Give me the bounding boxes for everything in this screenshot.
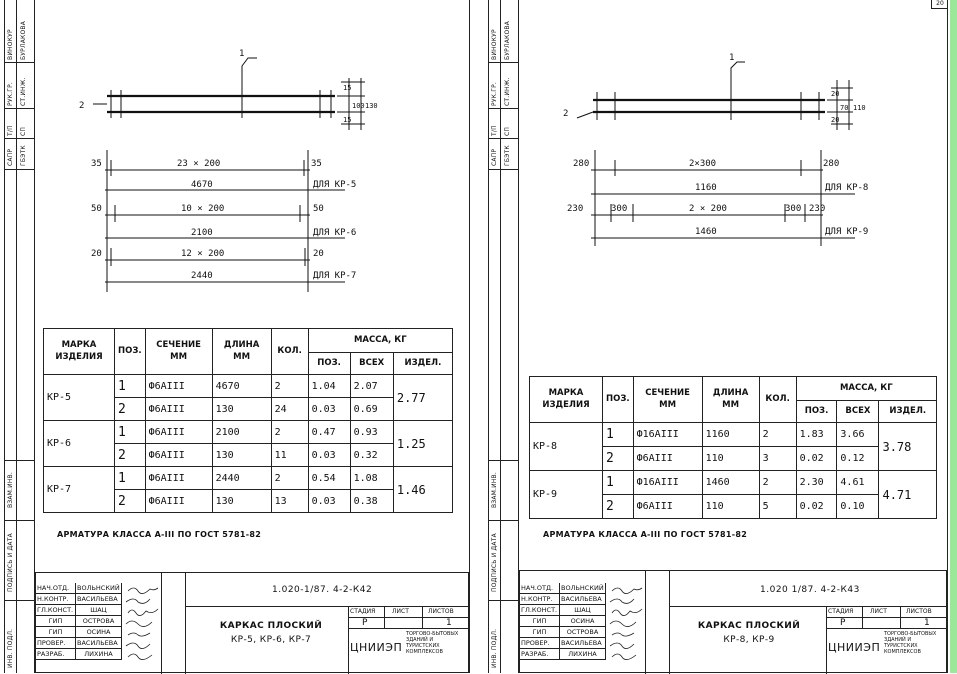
col-pos: ПОЗ. — [115, 329, 146, 375]
stage-header: СТАДИЯ — [828, 608, 854, 615]
dim-label: ДЛЯ КР-5 — [313, 180, 357, 190]
table-row: КР-7 1 Ф6АIII 2440 2 0.54 1.08 1.46 — [44, 467, 453, 490]
side-label: САПР — [7, 148, 14, 166]
table-row: 2 Ф6АIII 110 5 0.02 0.10 — [530, 495, 937, 519]
side-label: БУРЛАКОВА — [504, 20, 511, 60]
stage-value: Р — [362, 618, 368, 628]
drawing-code: 1.020 1/87. 4-2-К43 — [760, 585, 860, 595]
dim-label: 50 — [91, 204, 102, 214]
dim-label: ДЛЯ КР-9 — [825, 227, 869, 237]
org-name: ЦНИИЭП — [828, 641, 881, 654]
side-label: Т/П — [491, 125, 498, 136]
col-mass-item: ИЗДЕЛ. — [879, 401, 937, 423]
side-label: ВЗАМ.ИНВ. — [7, 472, 14, 508]
frame-drawing-kr8-9 — [519, 0, 947, 250]
col-section: СЕЧЕНИЕ ММ — [633, 377, 702, 423]
sheet-left — [4, 0, 470, 673]
dim-label: 23 × 200 — [177, 159, 221, 169]
dim-label: 300 — [785, 204, 802, 214]
col-mass: МАССА, КГ — [796, 377, 936, 401]
side-stamp — [489, 0, 519, 673]
dim-label: 15 — [343, 84, 352, 92]
mark-cell: КР-5 — [44, 375, 115, 421]
rebar-note: АРМАТУРА КЛАССА А-III ПО ГОСТ 5781-82 — [543, 530, 748, 539]
col-mass: МАССА, КГ — [308, 329, 452, 353]
dim-label: 4670 — [191, 180, 213, 190]
title-block: НАЧ.ОТД. ВОЛЬНСКИЙ Н.КОНТР. ВАСИЛЬЕВА ГЛ.КОНСТ. ШАЦ ГИП ОСИНА ГИП ОСТРОВА ПРОВЕР. ВАСИЛЬЕВА РАЗРАБ. ЛИХИНА 1.020 1/87. 4-2-К43 КАРКАС ПЛОСКИЙ КР-8, КР-9 СТАДИЯ ЛИСТ ЛИСТОВ Р 1 ЦНИИЭП ТОРГОВО-БЫТОВЫХ ЗДАНИЙ И ТУРИСТСКИХ КОМПЛЕКСОВ — [519, 570, 947, 673]
dim-label: 1160 — [695, 183, 717, 193]
pos-callout: 1 — [729, 53, 735, 63]
table-row: КР-6 1 Ф6АIII 2100 2 0.47 0.93 1.25 — [44, 421, 453, 444]
dim-label: 300 — [611, 204, 628, 214]
mark-cell: КР-9 — [530, 471, 603, 519]
drawing-code: 1.020-1/87. 4-2-К42 — [272, 585, 373, 595]
org-desc: ТОРГОВО-БЫТОВЫХ ЗДАНИЙ И ТУРИСТСКИХ КОМПЛЕКСОВ — [406, 631, 459, 655]
side-label: ВИНОКУР — [7, 29, 14, 60]
dim-label: 1460 — [695, 227, 717, 237]
side-label: СТ.ИНЖ. — [504, 77, 511, 106]
dim-label: 15 — [343, 116, 352, 124]
side-label: ИНВ. ПОДЛ. — [7, 628, 14, 668]
side-label: ИНВ. ПОДЛ. — [491, 628, 498, 668]
dim-label: 50 — [313, 204, 324, 214]
spec-table-right — [529, 376, 937, 519]
col-pos: ПОЗ. — [603, 377, 634, 423]
sheet-gap — [470, 0, 488, 673]
dim-label: 110 — [853, 104, 866, 112]
side-label: БУРЛАКОВА — [20, 20, 27, 60]
drawing-subtitle: КР-5, КР-6, КР-7 — [230, 635, 312, 645]
sheet-value: 1 — [446, 618, 452, 628]
dim-label: 20 — [831, 90, 840, 98]
frame-drawing-kr5-7 — [35, 0, 469, 300]
dim-label: ДЛЯ КР-8 — [825, 183, 869, 193]
side-label: ПОДПИСЬ И ДАТА — [491, 533, 498, 592]
dim-label: ДЛЯ КР-6 — [313, 228, 357, 238]
col-mark: МАРКА ИЗДЕЛИЯ — [530, 377, 603, 423]
side-label: Т/П — [7, 125, 14, 136]
side-label: ВИНОКУР — [491, 29, 498, 60]
table-row: 2 Ф6АIII 130 13 0.03 0.38 — [44, 490, 453, 513]
sheet-header: ЛИСТ — [870, 608, 887, 615]
col-mass-pos: ПОЗ. — [796, 401, 837, 423]
table-row: 2 Ф6АIII 130 24 0.03 0.69 — [44, 398, 453, 421]
dim-label: 2100 — [191, 228, 213, 238]
dim-label: 20 — [313, 249, 324, 259]
sheets-header: ЛИСТОВ — [906, 608, 932, 615]
side-label: СП — [20, 126, 27, 136]
col-length: ДЛИНА ММ — [702, 377, 759, 423]
dim-label: 70 — [840, 104, 849, 112]
side-label: ПОДПИСЬ И ДАТА — [7, 533, 14, 592]
dim-label: 230 — [809, 204, 826, 214]
dim-label: 12 × 200 — [181, 249, 225, 259]
mark-cell: КР-6 — [44, 421, 115, 467]
col-section: СЕЧЕНИЕ ММ — [145, 329, 212, 375]
col-mass-item: ИЗДЕЛ. — [393, 353, 452, 375]
sheet-value: 1 — [924, 618, 930, 628]
dim-label: 100 — [352, 102, 365, 110]
side-label: ВЗАМ.ИНВ. — [491, 472, 498, 508]
drawing-subtitle: КР-8, КР-9 — [723, 635, 775, 645]
pos-callout: 1 — [239, 49, 245, 59]
table-row: КР-8 1 Ф16АIII 1160 2 1.83 3.66 3.78 — [530, 423, 937, 447]
dim-label: 35 — [311, 159, 322, 169]
col-mass-all: ВСЕХ — [837, 401, 879, 423]
dim-label: 230 — [567, 204, 584, 214]
rebar-note: АРМАТУРА КЛАССА А-III ПО ГОСТ 5781-82 — [57, 530, 262, 539]
title-block: НАЧ.ОТД. ВОЛЬНСКИЙ Н.КОНТР. ВАСИЛЬЕВА ГЛ.КОНСТ. ШАЦ ГИП ОСТРОВА ГИП ОСИНА ПРОВЕР. ВАСИЛЬЕВА РАЗРАБ. ЛИХИНА 1.020-1/87. 4-2-К42 КАРКАС ПЛОСКИЙ КР-5, КР-6, КР-7 СТАДИЯ ЛИСТ ЛИСТОВ Р 1 ЦНИИЭП ТОРГОВО-БЫТОВЫХ ЗДАНИЙ И ТУРИСТСКИХ КОМПЛЕКСОВ — [35, 572, 469, 673]
sheet-right — [488, 0, 948, 673]
side-stamp — [5, 0, 35, 673]
dim-label: 280 — [573, 159, 590, 169]
side-label: СТ.ИНЖ. — [20, 77, 27, 106]
dim-label: 280 — [823, 159, 840, 169]
side-label: ГБЭТК — [20, 145, 27, 166]
table-row: 2 Ф6АIII 130 11 0.03 0.32 — [44, 444, 453, 467]
sheet-header: ЛИСТ — [392, 608, 409, 615]
org-desc: ТОРГОВО-БЫТОВЫХ ЗДАНИЙ И ТУРИСТСКИХ КОМПЛЕКСОВ — [884, 631, 937, 655]
dim-label: ДЛЯ КР-7 — [313, 271, 357, 281]
scan-edge — [950, 0, 957, 673]
table-row: КР-9 1 Ф16АIII 1460 2 2.30 4.61 4.71 — [530, 471, 937, 495]
spec-table-left — [43, 328, 453, 513]
table-row: КР-5 1 Ф6АIII 4670 2 1.04 2.07 2.77 — [44, 375, 453, 398]
side-label: ГБЭТК — [504, 145, 511, 166]
mark-cell: КР-7 — [44, 467, 115, 513]
dim-label: 20 — [831, 116, 840, 124]
col-length: ДЛИНА ММ — [212, 329, 271, 375]
col-qty: КОЛ. — [271, 329, 308, 375]
pos-callout: 2 — [563, 109, 569, 119]
side-label: РУК.ГР. — [491, 81, 498, 106]
dim-label: 130 — [365, 102, 378, 110]
sheets-header: ЛИСТОВ — [428, 608, 454, 615]
pos-callout: 2 — [79, 101, 85, 111]
dim-label: 20 — [91, 249, 102, 259]
signatures — [124, 583, 162, 661]
side-label: СП — [504, 126, 511, 136]
mark-cell: КР-8 — [530, 423, 603, 471]
drawing-title: КАРКАС ПЛОСКИЙ — [219, 621, 323, 631]
org-name: ЦНИИЭП — [350, 641, 403, 654]
sheet-number: 20 — [931, 0, 948, 9]
dim-label: 2×300 — [689, 159, 717, 169]
table-row: 2 Ф6АIII 110 3 0.02 0.12 — [530, 447, 937, 471]
side-label: РУК.ГР. — [7, 81, 14, 106]
dim-label: 2 × 200 — [689, 204, 727, 214]
dim-label: 35 — [91, 159, 102, 169]
col-mass-all: ВСЕХ — [350, 353, 393, 375]
stage-value: Р — [840, 618, 846, 628]
dim-label: 10 × 200 — [181, 204, 225, 214]
col-mark: МАРКА ИЗДЕЛИЯ — [44, 329, 115, 375]
drawing-title: КАРКАС ПЛОСКИЙ — [697, 621, 801, 631]
stage-header: СТАДИЯ — [350, 608, 376, 615]
signatures — [608, 583, 646, 661]
side-label: САПР — [491, 148, 498, 166]
col-qty: КОЛ. — [759, 377, 796, 423]
dim-label: 2440 — [191, 271, 213, 281]
col-mass-pos: ПОЗ. — [308, 353, 350, 375]
